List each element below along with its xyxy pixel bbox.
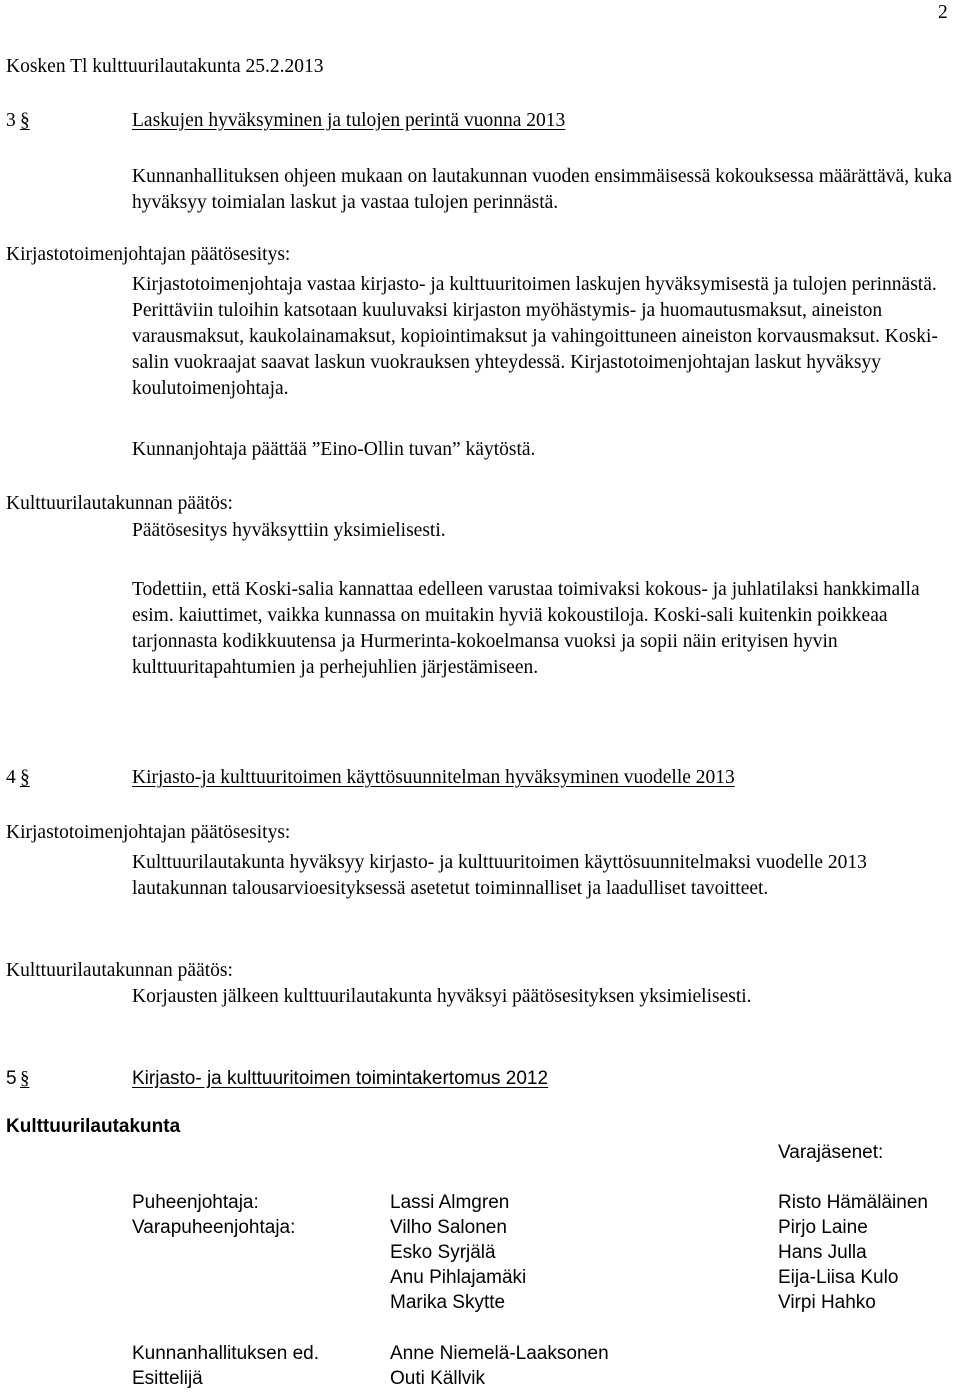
section-mark: § xyxy=(20,1068,30,1089)
member-name: Lassi Almgren xyxy=(390,1192,510,1213)
section-title: Kirjasto- ja kulttuuritoimen toimintakertomus 2012 xyxy=(132,1068,549,1089)
member-name: Vilho Salonen xyxy=(390,1217,507,1238)
section-number: 5 xyxy=(6,1068,17,1089)
paragraph: Kirjastotoimenjohtaja vastaa kirjasto- ja kulttuuritoimen laskujen hyväksymisestä ja tulojen perinnästä. Perittäviin tuloihin katsotaan kuuluvaksi kirjaston myöhästymis- ja huomautusmaksut, aineiston varausmaksut, kaukolainamaksut, kopiointimaksut ja vahingoittuneen aineiston korvausmaksut. Koski-salin vuokraajat saavat laskun vuokrauksen yhteydessä. Kirjastotoimenjohtajan laskut hyväksyy koulutoimenjohtaja. xyxy=(132,274,938,399)
member-name: Outi Källvik xyxy=(390,1368,486,1389)
section-mark: § xyxy=(20,767,30,788)
role-council-rep: Kunnanhallituksen ed. xyxy=(132,1343,319,1364)
member-name: Anne Niemelä-Laaksonen xyxy=(390,1343,609,1364)
paragraph: Kunnanhallituksen ohjeen mukaan on lautakunnan vuoden ensimmäisessä kokouksessa määrättävä, kuka hyväksyy toimialan laskut ja vastaa tulojen perinnästä. xyxy=(132,166,952,213)
section-5-heading xyxy=(6,1068,548,1090)
role-vice-chair: Varapuheenjohtaja: xyxy=(132,1217,296,1238)
section-title: Laskujen hyväksyminen ja tulojen perintä vuonna 2013 xyxy=(132,110,566,131)
paragraph: Todettiin, että Koski-salia kannattaa edelleen varustaa toimivaksi kokous- ja juhlatilaksi hankkimalla esim. kaiuttimet, vaikka kunnassa on muitakin hyviä kokoustiloja. Koski-sali kuitenkin poikkeaa tarjonnasta kodikkuutensa ja Hurmerinta-kokoelmansa vuoksi ja sopii näin erityisen hyvin kulttuuritapahtumien ja perhejuhlien järjestämiseen. xyxy=(132,579,920,678)
deputy-name: Eija-Liisa Kulo xyxy=(778,1267,899,1288)
document-header: Kosken Tl kulttuurilautakunta 25.2.2013 xyxy=(6,56,324,77)
deputy-name: Risto Hämäläinen xyxy=(778,1192,928,1213)
committee-heading: Kulttuurilautakunta xyxy=(6,1116,181,1137)
section-4-proposal xyxy=(132,850,957,902)
section-number: 4 xyxy=(6,767,16,788)
proposal-label: Kirjastotoimenjohtajan päätösesitys: xyxy=(6,244,291,265)
section-3-intro xyxy=(132,164,957,216)
section-mark: § xyxy=(20,110,30,131)
decision-text: Korjausten jälkeen kulttuurilautakunta hyväksyi päätösesityksen yksimielisesti. xyxy=(132,986,752,1007)
deputy-name: Virpi Hahko xyxy=(778,1292,876,1313)
decision-label: Kulttuurilautakunnan päätös: xyxy=(6,960,233,981)
member-name: Marika Skytte xyxy=(390,1292,506,1313)
paragraph: Kulttuurilautakunta hyväksyy kirjasto- ja kulttuuritoimen käyttösuunnitelmaksi vuodelle 2013 lautakunnan talousarvioesityksessä asetetut toiminnalliset ja laadulliset tavoitteet. xyxy=(132,852,867,899)
deputy-name: Pirjo Laine xyxy=(778,1217,868,1238)
page-number: 2 xyxy=(938,2,948,23)
role-chair: Puheenjohtaja: xyxy=(132,1192,259,1213)
proposal-label: Kirjastotoimenjohtajan päätösesitys: xyxy=(6,822,291,843)
member-name: Esko Syrjälä xyxy=(390,1242,496,1263)
section-3-proposal xyxy=(132,272,957,402)
decision-text: Päätösesitys hyväksyttiin yksimielisesti. xyxy=(132,520,446,541)
section-3-note xyxy=(132,577,957,681)
section-4-heading xyxy=(6,767,735,789)
section-title: Kirjasto-ja kulttuuritoimen käyttösuunnitelman hyväksyminen vuodelle 2013 xyxy=(132,767,735,788)
section-3-proposal-2: Kunnanjohtaja päättää ”Eino-Ollin tuvan” käytöstä. xyxy=(132,439,536,460)
deputy-name: Hans Julla xyxy=(778,1242,867,1263)
role-presenter: Esittelijä xyxy=(132,1368,203,1389)
member-name: Anu Pihlajamäki xyxy=(390,1267,527,1288)
deputies-label: Varajäsenet: xyxy=(778,1142,884,1163)
section-number: 3 xyxy=(6,110,16,131)
section-3-heading xyxy=(6,110,565,132)
decision-label: Kulttuurilautakunnan päätös: xyxy=(6,493,233,514)
